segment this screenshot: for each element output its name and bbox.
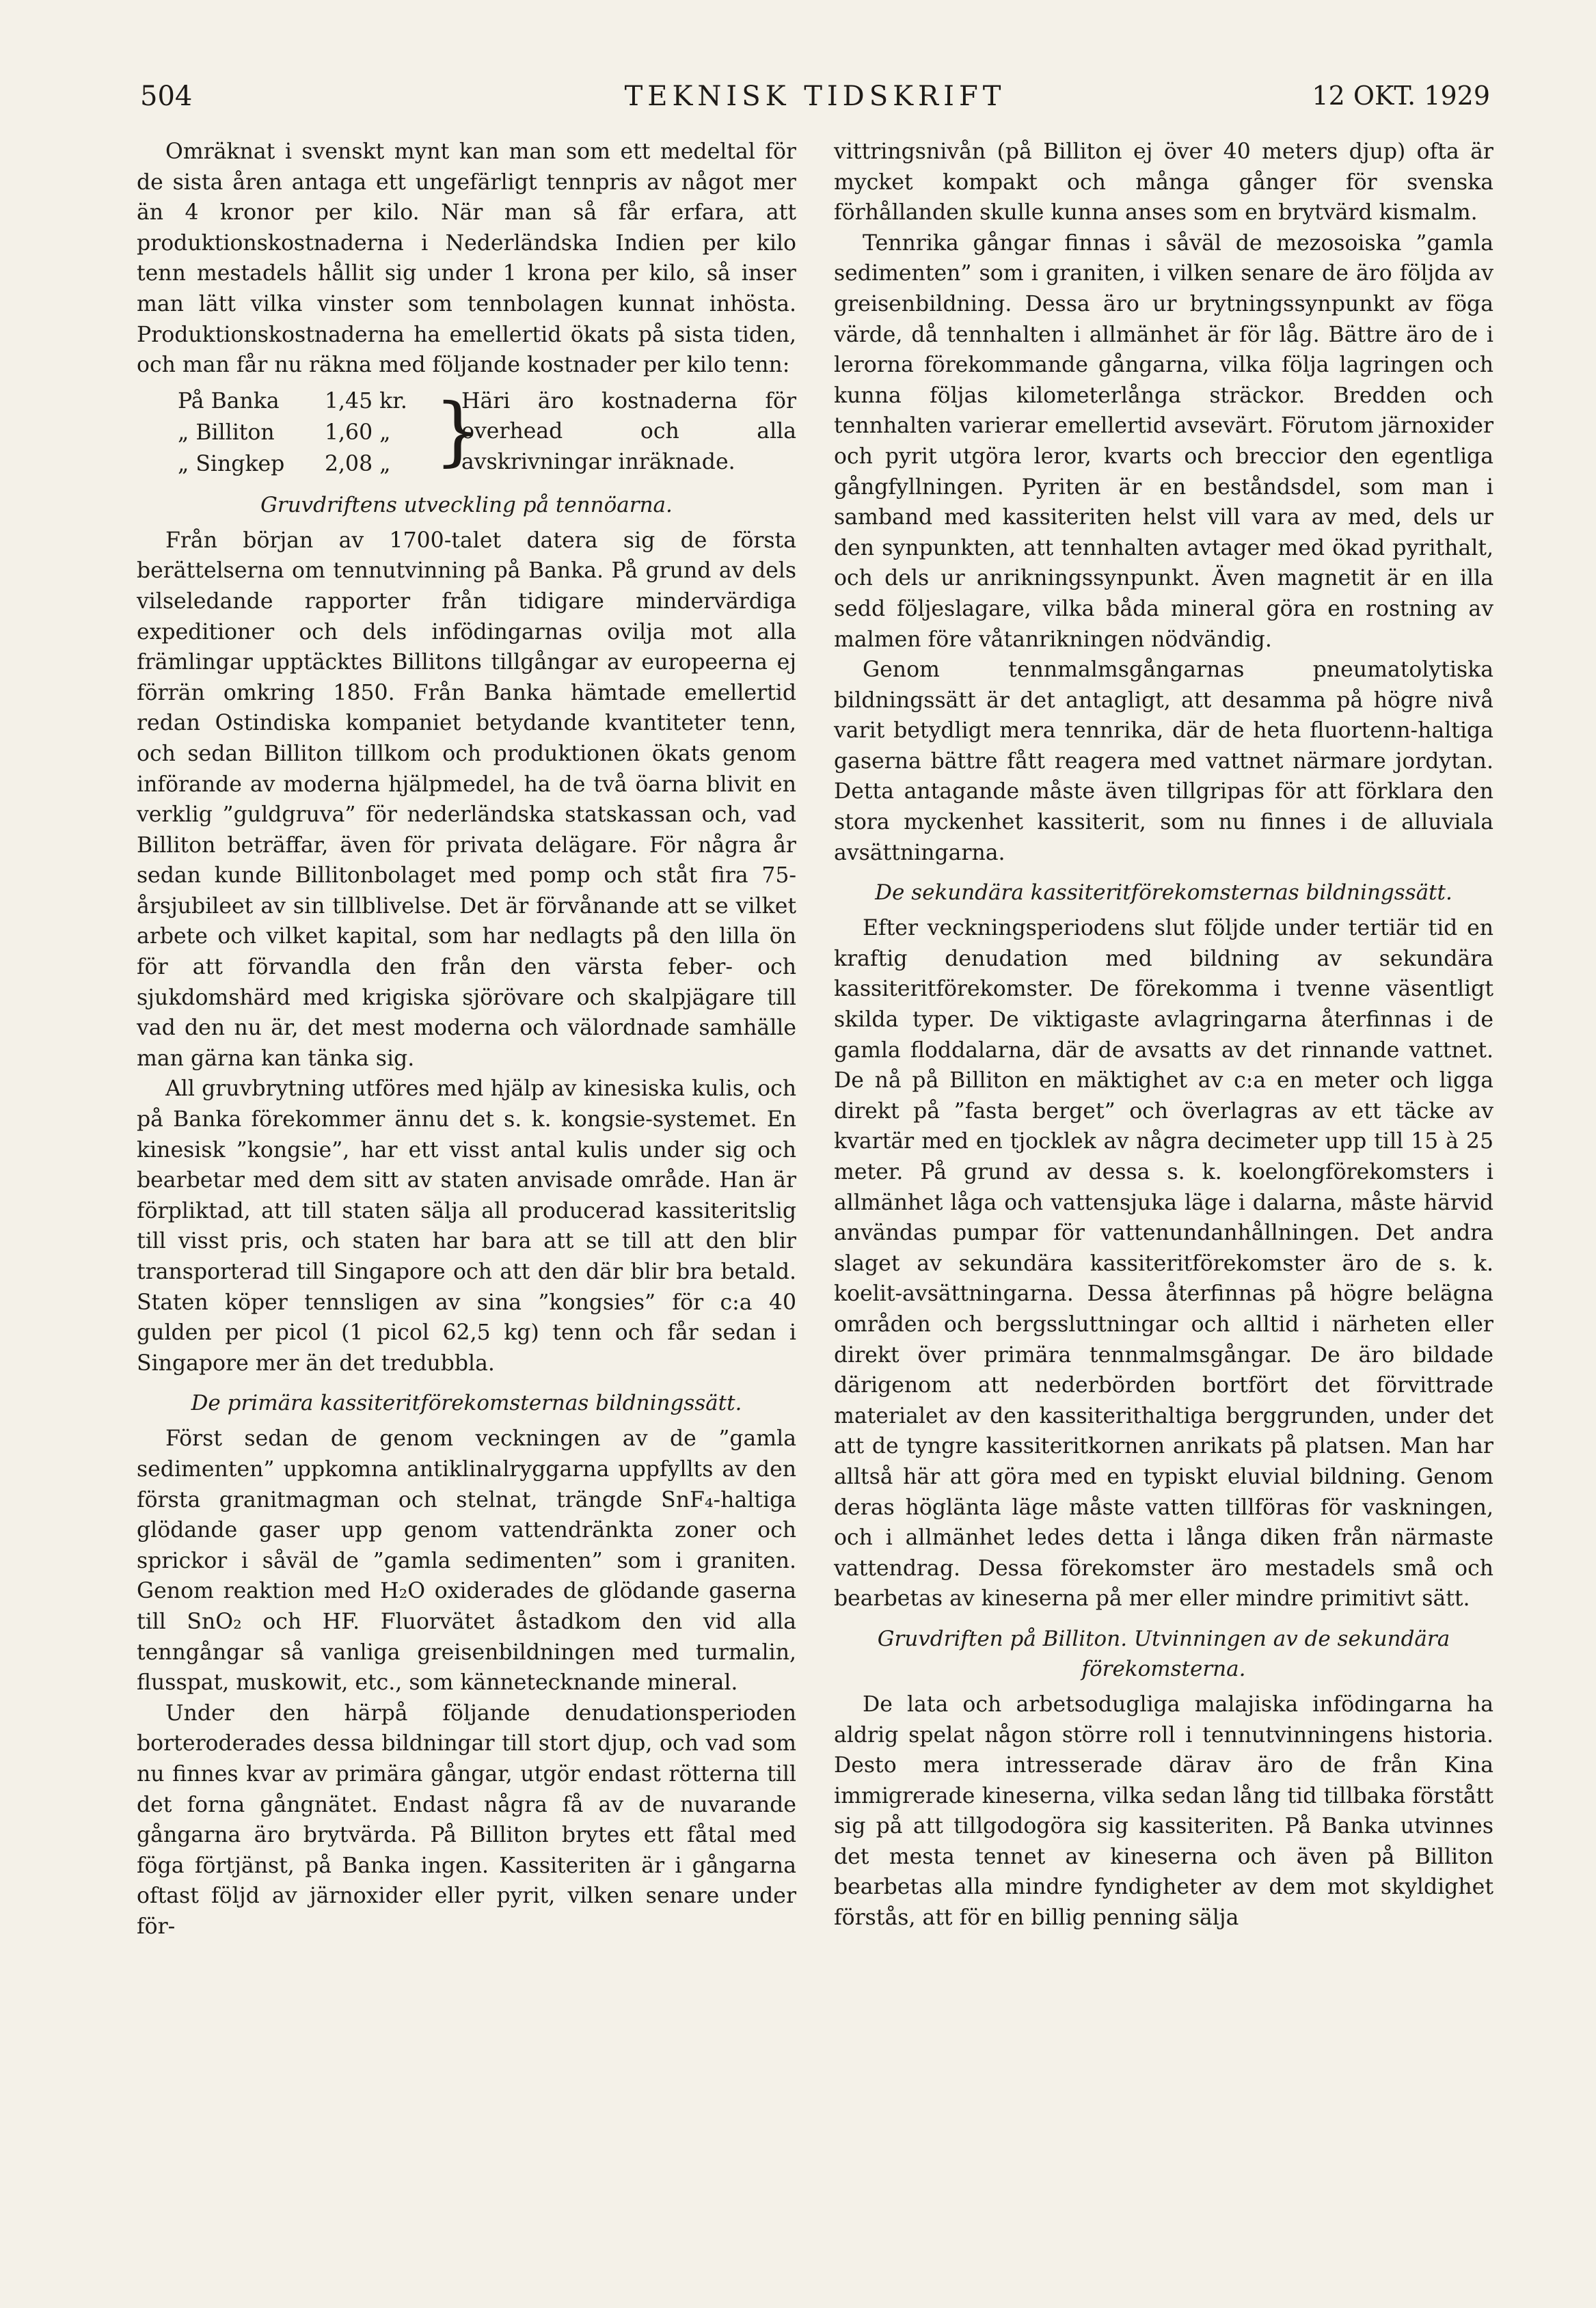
section-heading: Gruvdriftens utveckling på tennöarna. [260,492,673,517]
paragraph: Tennrika gångar finnas i såväl de mezosoiska ”gamla sedimenten” som i graniten, i vilken senare de äro följda av greisenbildning. Dessa äro ur brytningssynpunkt av föga värde, då tennhalten i allmänhet är för låg. Bättre äro de i lerorna förekommande gångarna, vilka följa lagringen och kunna följas kilometerlånga sträckor. Bredden och tennhalten varierar emellertid avsevärt. Förutom järnoxider och pyrit utgöra leror, kvarts och breccior den egentliga gångfyllningen. Pyriten är en beståndsdel, som man i samband med kassiteriten helst vill vara av med, dels ur den synpunkten, att tennhalten avtager med ökad pyrithalt, och dels ur anrikningssynpunkt. Även magnetit är en illa sedd följeslagare, vilka båda mineral göra en rostning av malmen före våtanrikningen nödvändig. [834,230,1493,652]
paragraph: Efter veckningsperiodens slut följde under tertiär tid en kraftig denudation med bildning av sekundära kassiteritförekomster. De förekomma i tvenne väsentligt skilda typer. De viktigaste avlagringarna återfinnas i de gamla floddalarna, där de avsatts av det rinnande vattnet. De nå på Billiton en mäktighet av c:a en meter och ligga direkt på ”fasta berget” och överlagras av ett täcke av kvartär med en tjocklek av några decimeter upp till 15 à 25 meter. På grund av dessa s. k. koelongförekomsters i allmänhet låga och vattensjuka läge i dalarna, måste härvid användas pumpar för vattenundanhållningen. Det andra slaget av sekundära kassiteritförekomster äro de s. k. koelit-avsättningarna. Dessa återfinnas på högre belägna områden och bergssluttningar och alltid i närheten eller direkt över primära tennmalmsgångar. De äro bildade därigenom att nederbörden bortfört det förvittrade materialet av den kassiterithaltiga berggrunden, under det att de tyngre kassiteritkornen anrikats på platsen. Man har alltså här att göra med en typiskt eluvial bildning. Genom deras högläntа läge måste vatten tillföras för vaskningen, och i allmänhet ledes detta i långa diken från närmaste vattendrag. Dessa förekomster äro mestadels små och bearbetas av kineserna på mer eller mindre primitivt sätt. [834,916,1493,1612]
paragraph: De lata och arbetsodugliga malajiska infödingarna ha aldrig spelat någon större roll i tennutvinningens historia. Desto mera intresserade därav äro de från Kina immigrerade kineserna, vilka sedan lång tid tillbaka förstått sig på att tillgodogöra sig kassiteriten. På Banka utvinnes det mesta tennet av kineserna och även på Billiton bearbetas alla mindre fyndigheter av dem mot skyldighet förstås, att för en billig penning sälja [834,1692,1493,1931]
paragraph: Från början av 1700-talet datera sig de första berättelserna om tennutvinning på Banka. På grund av dels vilseledande rapporter från tidigare mindervärdiga expeditioner och dels infödingarnas ovilja mot alla främlingar upptäcktes Billitons tillgångar av europeerna ej förrän omkring 1850. Från Banka hämtade emellertid redan Ostindiska kompaniet betydande kvantiteter tenn, och sedan Billiton tillkom och produktionen ökats genom införande av moderna hjälpmedel, ha de två öarna blivit en verklig ”guldgruva” för nederländska statskassan och, vad Billiton beträffar, även för privata delägare. För några år sedan kunde Billitonbolaget med pomp och ståt fira 75-årsjubileet av sin tillblivelse. Det är förvånande att se vilket arbete och vilket kapital, som har nedlagts på den lilla ön för att förvandla den från den värsta feber- och sjukdomshärd med krigiska sjörövare och skalpjägare till vad den nu är, det mest moderna och välordnade samhälle man gärna kan tänka sig. [137,528,796,1071]
cost-price: 2,08 „ [325,451,391,476]
cost-price: 1,60 „ [325,420,391,445]
paragraph: Genom tennmalmsgångarnas pneumatolytiska bildningssätt är det antagligt, att desamma på högre nivå varit betydligt mera tennrika, där de heta fluortenn-haltiga gaserna bättre fått reagera med vattnet närmare jordytan. Detta antagande måste även tillgripas för att förklara den stora myckenhet kassiterit, som nu finnes i de alluviala avsättningarna. [834,657,1493,865]
cost-row [178,418,424,448]
cost-place: På Banka [178,388,280,413]
cost-row [178,386,424,416]
page-number: 504 [140,81,193,112]
section-heading: De primära kassiteritförekomsternas bildningssätt. [191,1391,742,1416]
issue-date: 12 OKT. 1929 [1312,81,1490,111]
right-column [834,137,1493,1933]
cost-place: „ Billiton [178,420,275,445]
cost-note: Häri äro kostnaderna för overhead och alla avskrivningar inräknade. [461,388,796,474]
section-heading: De sekundära kassiteritförekomsternas bildningssätt. [875,880,1452,906]
page-header [140,81,1490,122]
paragraph: vittringsnivån (på Billiton ej över 40 meters djup) ofta är mycket kompakt och många gånger för svenska förhållanden skulle kunna anses som en brytvärd kismalm. [834,139,1493,226]
paragraph: Först sedan de genom veckningen av de ”gamla sedimenten” uppkomna antiklinalryggarna uppfyllts av den första granitmagman och stelnat, trängde SnF₄-haltiga glödande gaser upp genom vattendränkta zoner och sprickor i såväl de ”gamla sedimenten” som i graniten. Genom reaktion med H₂O oxiderades de glödande gaserna till SnO₂ och HF. Fluorvätet åstadkom den vid alla tenngångar så vanliga greisenbildningen med turmalin, flusspat, muskowit, etc., som kännetecknande mineral. [137,1426,796,1696]
paragraph: All gruvbrytning utföres med hjälp av kinesiska kulis, och på Banka förekommer ännu det s. k. kongsie-systemet. En kinesisk ”kongsie”, har ett visst antal kulis under sig och bearbetar med dem sitt av staten anvisade område. Han är förpliktad, att till staten sälja all producerad kassiteritslig till visst pris, och staten har bara att se till att den blir transporterad till Singapore och att den där blir bra betald. Staten köper tennsligen av sina ”kongsies” för c:a 40 gulden per picol (1 picol 62,5 kg) tenn och får sedan i Singapore mer än det tredubbla. [137,1076,796,1376]
cost-place: „ Singkep [178,451,285,476]
paragraph: Omräknat i svenskt mynt kan man som ett medeltal för de sista åren antaga ett ungefärligt tennpris av något mer än 4 kronor per kilo. När man så får erfara, att produktionskostnaderna i Nederländska Indien per kilo tenn mestadels hållit sig under 1 krona per kilo, så inser man lätt vilka vinster som tennbolagen kunnat inhösta. Produktionskostnaderna ha emellertid ökats på sista tiden, och man får nu räkna med följande kostnader per kilo tenn: [137,139,796,378]
paragraph: Under den härpå följande denudationsperioden borteroderades dessa bildningar till stort djup, och vad som nu finnes kvar av primära gångar, utgör endast rötterna till det forna gångnätet. Endast några få av de nuvarande gångarna äro brytvärda. På Billiton brytes ett fåtal med föga förtjänst, på Banka ingen. Kassiteriten är i gångarna oftast följd av järnoxider eller pyrit, vilken senare under för- [137,1700,796,1939]
cost-row [178,449,424,479]
section-heading: Gruvdriften på Billiton. Utvinningen av de sekundära förekomsterna. [877,1626,1450,1681]
cost-table [137,386,796,480]
left-column [137,137,796,1942]
cost-price: 1,45 kr. [325,388,407,413]
journal-title: TEKNISK TIDSKRIFT [624,81,1006,112]
brace-glyph: } [434,386,482,474]
